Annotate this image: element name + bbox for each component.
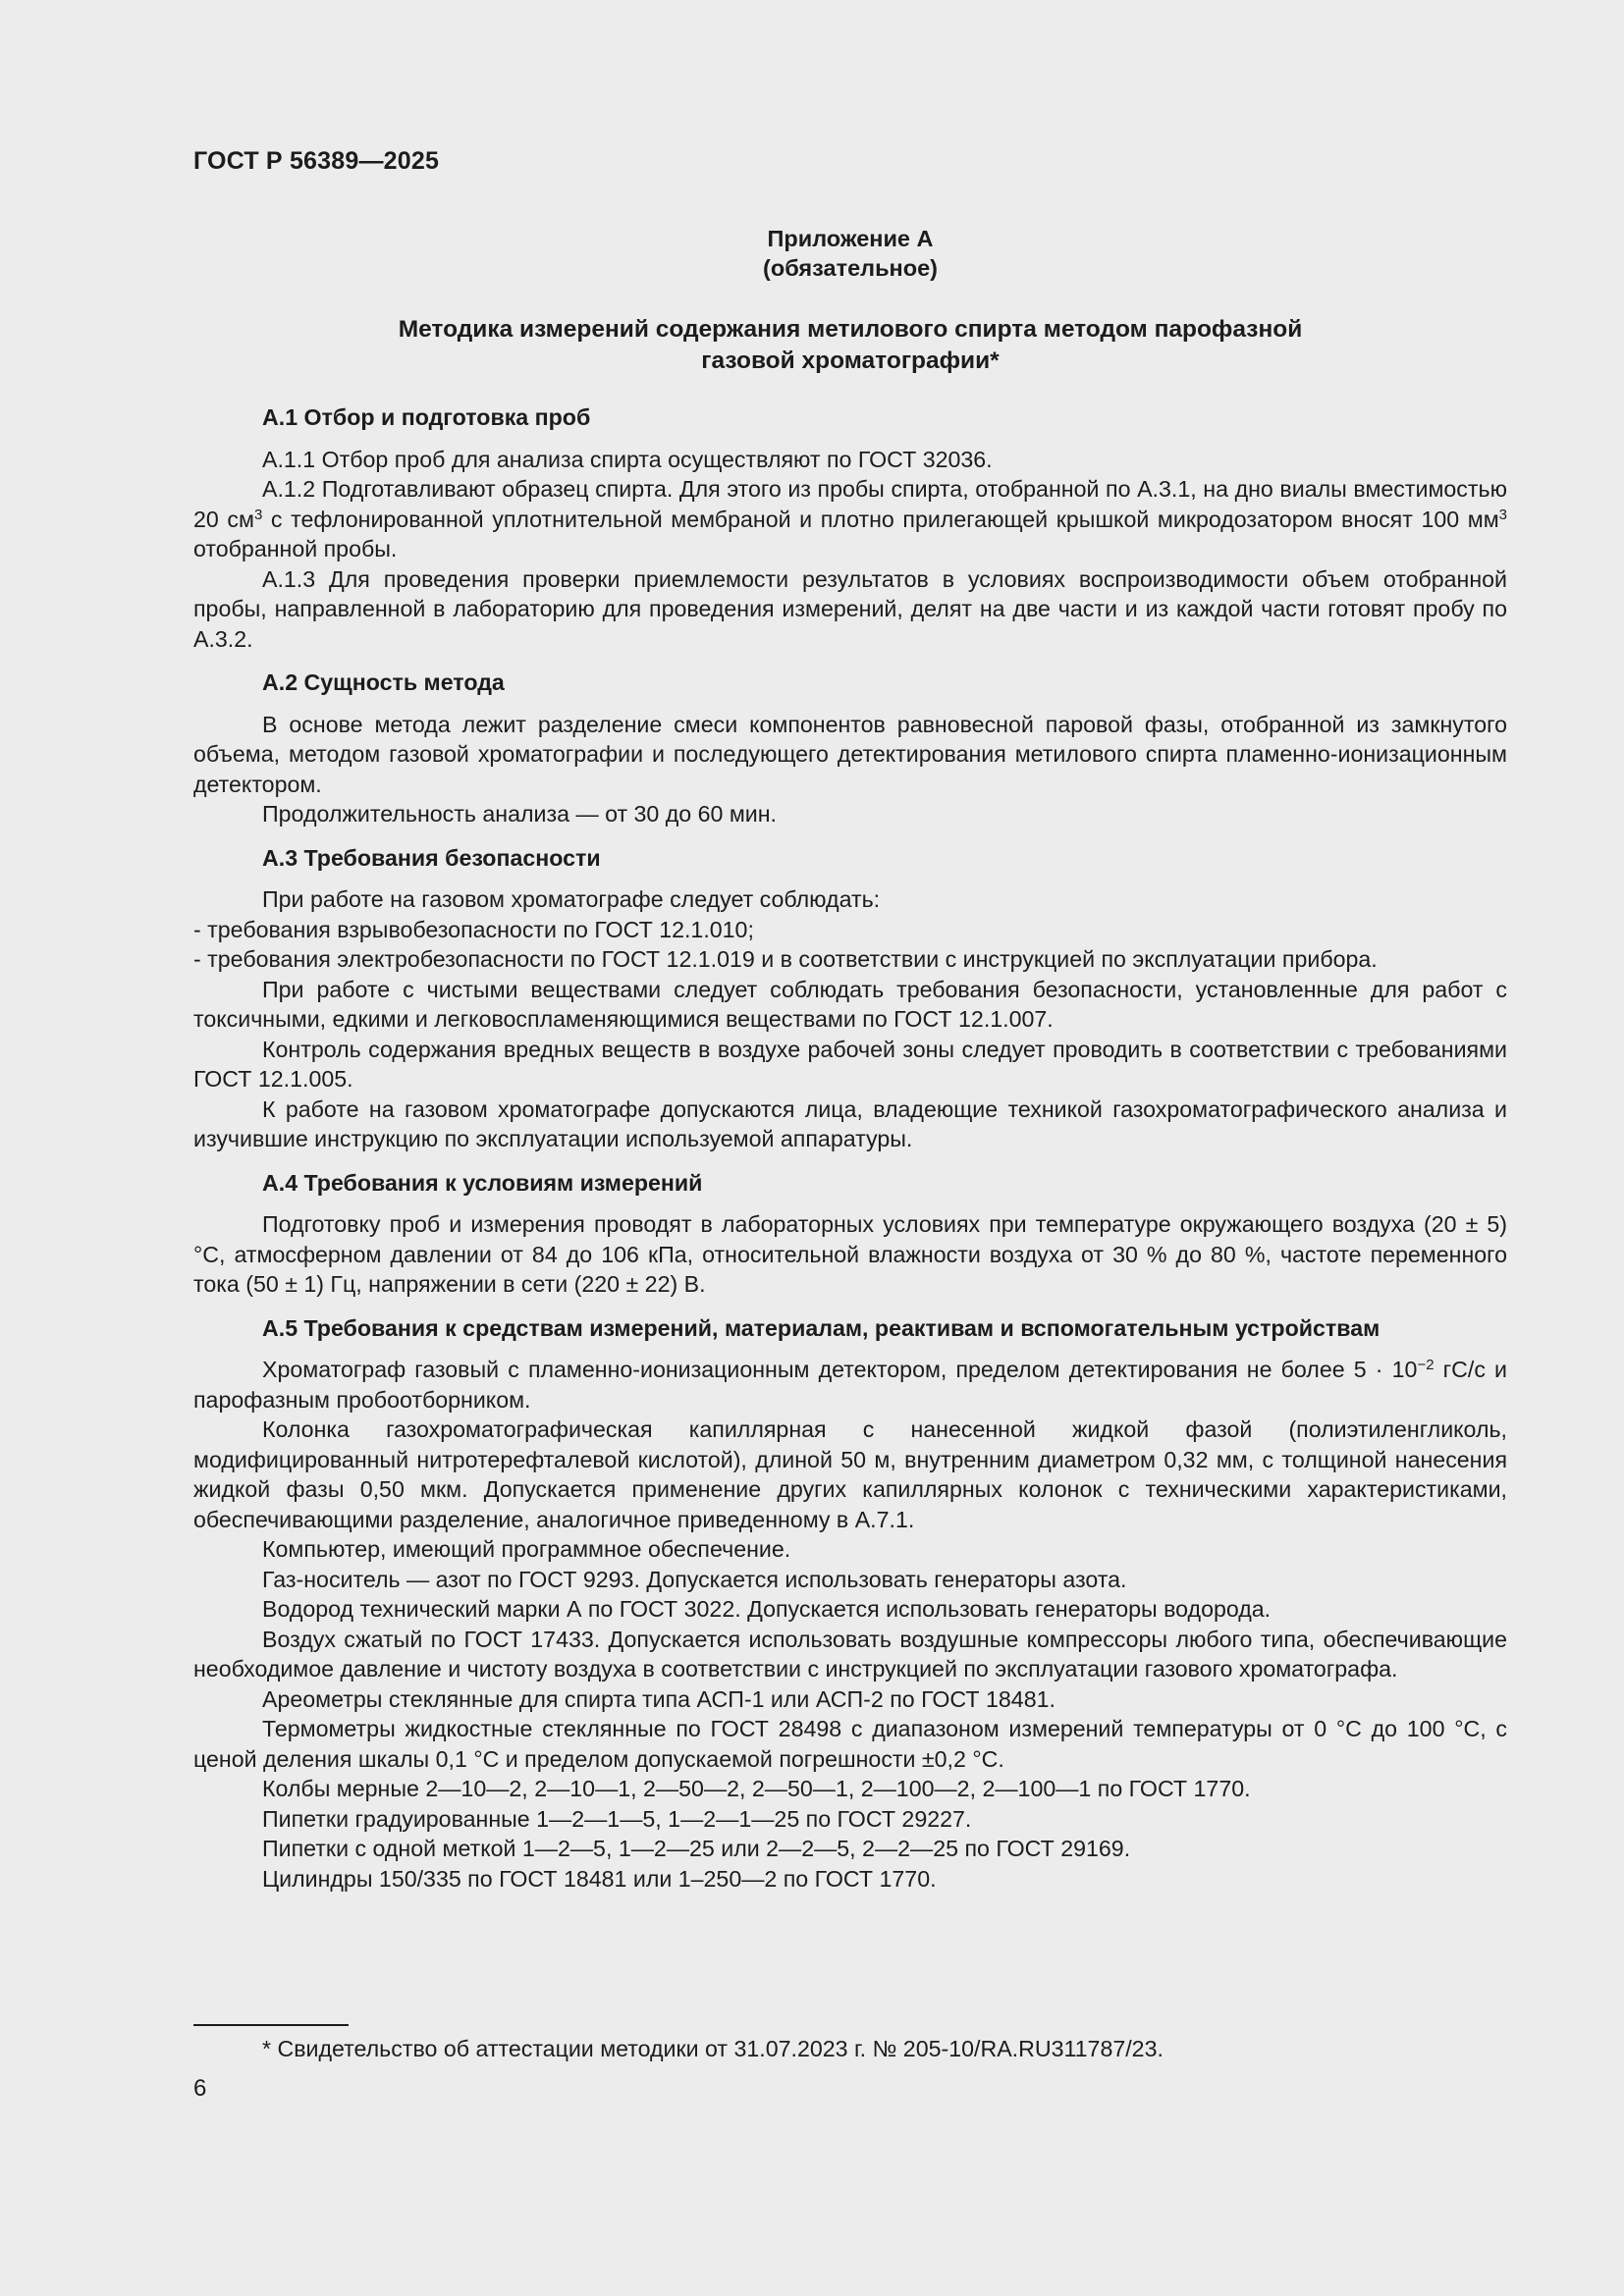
paragraph-a5-2: Колонка газохроматографическая капиллярная с нанесенной жидкой фазой (полиэтиленгликоль, модифицированный нитротерефталевой кислотой), длиной 50 м, внутренним диаметром 0,32 мм, с толщиной нанесения жидкой фазы 0,50 мкм. Допускается применение других капиллярных колонок с техническими характеристиками, обеспечивающими разделение, аналогичное приведенному в А.7.1. <box>193 1416 1507 1532</box>
document-header: ГОСТ Р 56389—2025 <box>193 147 440 175</box>
main-title-line-2: газовой хроматографии* <box>701 347 1000 374</box>
paragraph-a3-2: При работе с чистыми веществами следует соблюдать требования безопасности, установленные для работ с токсичными, едкими и легковоспламеняющимися веществами по ГОСТ 12.1.007. <box>193 976 1507 1032</box>
paragraph-a1-1: А.1.1 Отбор проб для анализа спирта осуществляют по ГОСТ 32036. <box>262 446 993 472</box>
paragraph-a5-12: Цилиндры 150/335 по ГОСТ 18481 или 1–250—2 по ГОСТ 1770. <box>262 1865 937 1892</box>
page-number: 6 <box>193 2075 207 2102</box>
paragraph-a5-1 <box>193 1355 1507 1415</box>
paragraph-a5-11: Пипетки с одной меткой 1—2—5, 1—2—25 или 2—2—5, 2—2—25 по ГОСТ 29169. <box>262 1836 1131 1861</box>
paragraph-a1-2-part-2: с тефлонированной уплотнительной мембраной и плотно прилегающей крышкой микродозатором вносят 100 мм <box>262 506 1499 532</box>
paragraph-a5-9: Колбы мерные 2—10—2, 2—10—1, 2—50—2, 2—50—1, 2—100—2, 2—100—1 по ГОСТ 1770. <box>262 1776 1251 1801</box>
paragraph-a2-1: В основе метода лежит разделение смеси компонентов равновесной паровой фазы, отобранной из замкнутого объема, методом газовой хроматографии и последующего детектирования метилового спирта пламенно-ионизационным детектором. <box>193 711 1507 797</box>
paragraph-a3-1: При работе на газовом хроматографе следует соблюдать: <box>262 886 881 912</box>
section-heading-a4: А.4 Требования к условиям измерений <box>262 1169 703 1196</box>
paragraph-a2-2: Продолжительность анализа — от 30 до 60 мин. <box>262 801 777 827</box>
appendix-title: Приложение А <box>767 226 934 251</box>
superscript-cube: 3 <box>253 506 263 523</box>
paragraph-a5-7: Ареометры стеклянные для спирта типа АСП-1 или АСП-2 по ГОСТ 18481. <box>262 1685 1056 1712</box>
paragraph-a5-3: Компьютер, имеющий программное обеспечение. <box>262 1536 791 1562</box>
appendix-main-title <box>193 314 1507 377</box>
paragraph-a5-5: Водород технический марки А по ГОСТ 3022. Допускается использовать генераторы водорода. <box>262 1596 1272 1622</box>
paragraph-a3-4: К работе на газовом хроматографе допускаются лица, владеющие техникой газохроматографического анализа и изучившие инструкцию по эксплуатации используемой аппаратуры. <box>193 1095 1507 1151</box>
paragraph-a1-2-part-1: А.1.2 Подготавливают образец спирта. Для этого из пробы спирта, отобранной по А.3.1, на дно виалы вместимостью 20 см <box>193 476 1507 532</box>
list-item-a3-1: - требования взрывобезопасности по ГОСТ 12.1.010; <box>193 916 754 942</box>
paragraph-a5-1-part-2: гС/с и парофазным пробоотборником. <box>193 1357 1508 1413</box>
paragraph-a5-4: Газ-носитель — азот по ГОСТ 9293. Допускается использовать генераторы азота. <box>262 1566 1127 1592</box>
paragraph-a4-1: Подготовку проб и измерения проводят в лабораторных условиях при температуре окружающего воздуха (20 ± 5) °С, атмосферном давлении от 84 до 106 кПа, относительной влажности воздуха от 30 % до 80 %, частоте переменного тока (50 ± 1) Гц, напряжении в сети (220 ± 22) В. <box>193 1211 1507 1297</box>
section-heading-a3: А.3 Требования безопасности <box>262 844 601 871</box>
list-item-a3-2: - требования электробезопасности по ГОСТ 12.1.019 и в соответствии с инструкцией по эксплуатации прибора. <box>193 946 1378 972</box>
paragraph-a5-6: Воздух сжатый по ГОСТ 17433. Допускается использовать воздушные компрессоры любого типа, обеспечивающие необходимое давление и чистоту воздуха в соответствии с инструкцией по эксплуатации газового хроматографа. <box>193 1626 1507 1682</box>
main-title-line-1: Методика измерений содержания метилового спирта методом парофазной <box>398 316 1303 343</box>
paragraph-a5-1-part-1: Хроматограф газовый с пламенно-ионизационным детектором, пределом детектирования не более 5 · 10 <box>262 1357 1418 1382</box>
paragraph-a1-2 <box>193 474 1507 564</box>
footnote: * Свидетельство об аттестации методики от 31.07.2023 г. № 205-10/RA.RU311787/23. <box>262 2036 1164 2061</box>
paragraph-a1-3: А.1.3 Для проведения проверки приемлемости результатов в условиях воспроизводимости объем отобранной пробы, направленной в лабораторию для проведения измерений, делят на две части и из каждой части готовят пробу по А.3.2. <box>193 565 1507 652</box>
paragraph-a3-3: Контроль содержания вредных веществ в воздухе рабочей зоны следует проводить в соответствии с требованиями ГОСТ 12.1.005. <box>193 1036 1507 1092</box>
section-heading-a5: А.5 Требования к средствам измерений, материалам, реактивам и вспомогательным устройствам <box>262 1314 1380 1341</box>
section-heading-a1: А.1 Отбор и подготовка проб <box>262 404 591 430</box>
footnote-divider <box>193 2024 349 2026</box>
section-heading-a2: А.2 Сущность метода <box>262 669 505 695</box>
superscript-cube: 3 <box>1498 506 1507 523</box>
appendix-kind: (обязательное) <box>763 255 938 281</box>
superscript-exponent: −2 <box>1417 1357 1435 1373</box>
paragraph-a1-2-part-3: отобранной пробы. <box>193 536 398 561</box>
paragraph-a5-10: Пипетки градуированные 1—2—1—5, 1—2—1—25 по ГОСТ 29227. <box>262 1805 972 1832</box>
document-body <box>193 224 1507 1894</box>
paragraph-a5-8: Термометры жидкостные стеклянные по ГОСТ 28498 с диапазоном измерений температуры от 0 °С до 100 °С, с ценой деления шкалы 0,1 °С и пределом допускаемой погрешности ±0,2 °С. <box>193 1716 1507 1772</box>
